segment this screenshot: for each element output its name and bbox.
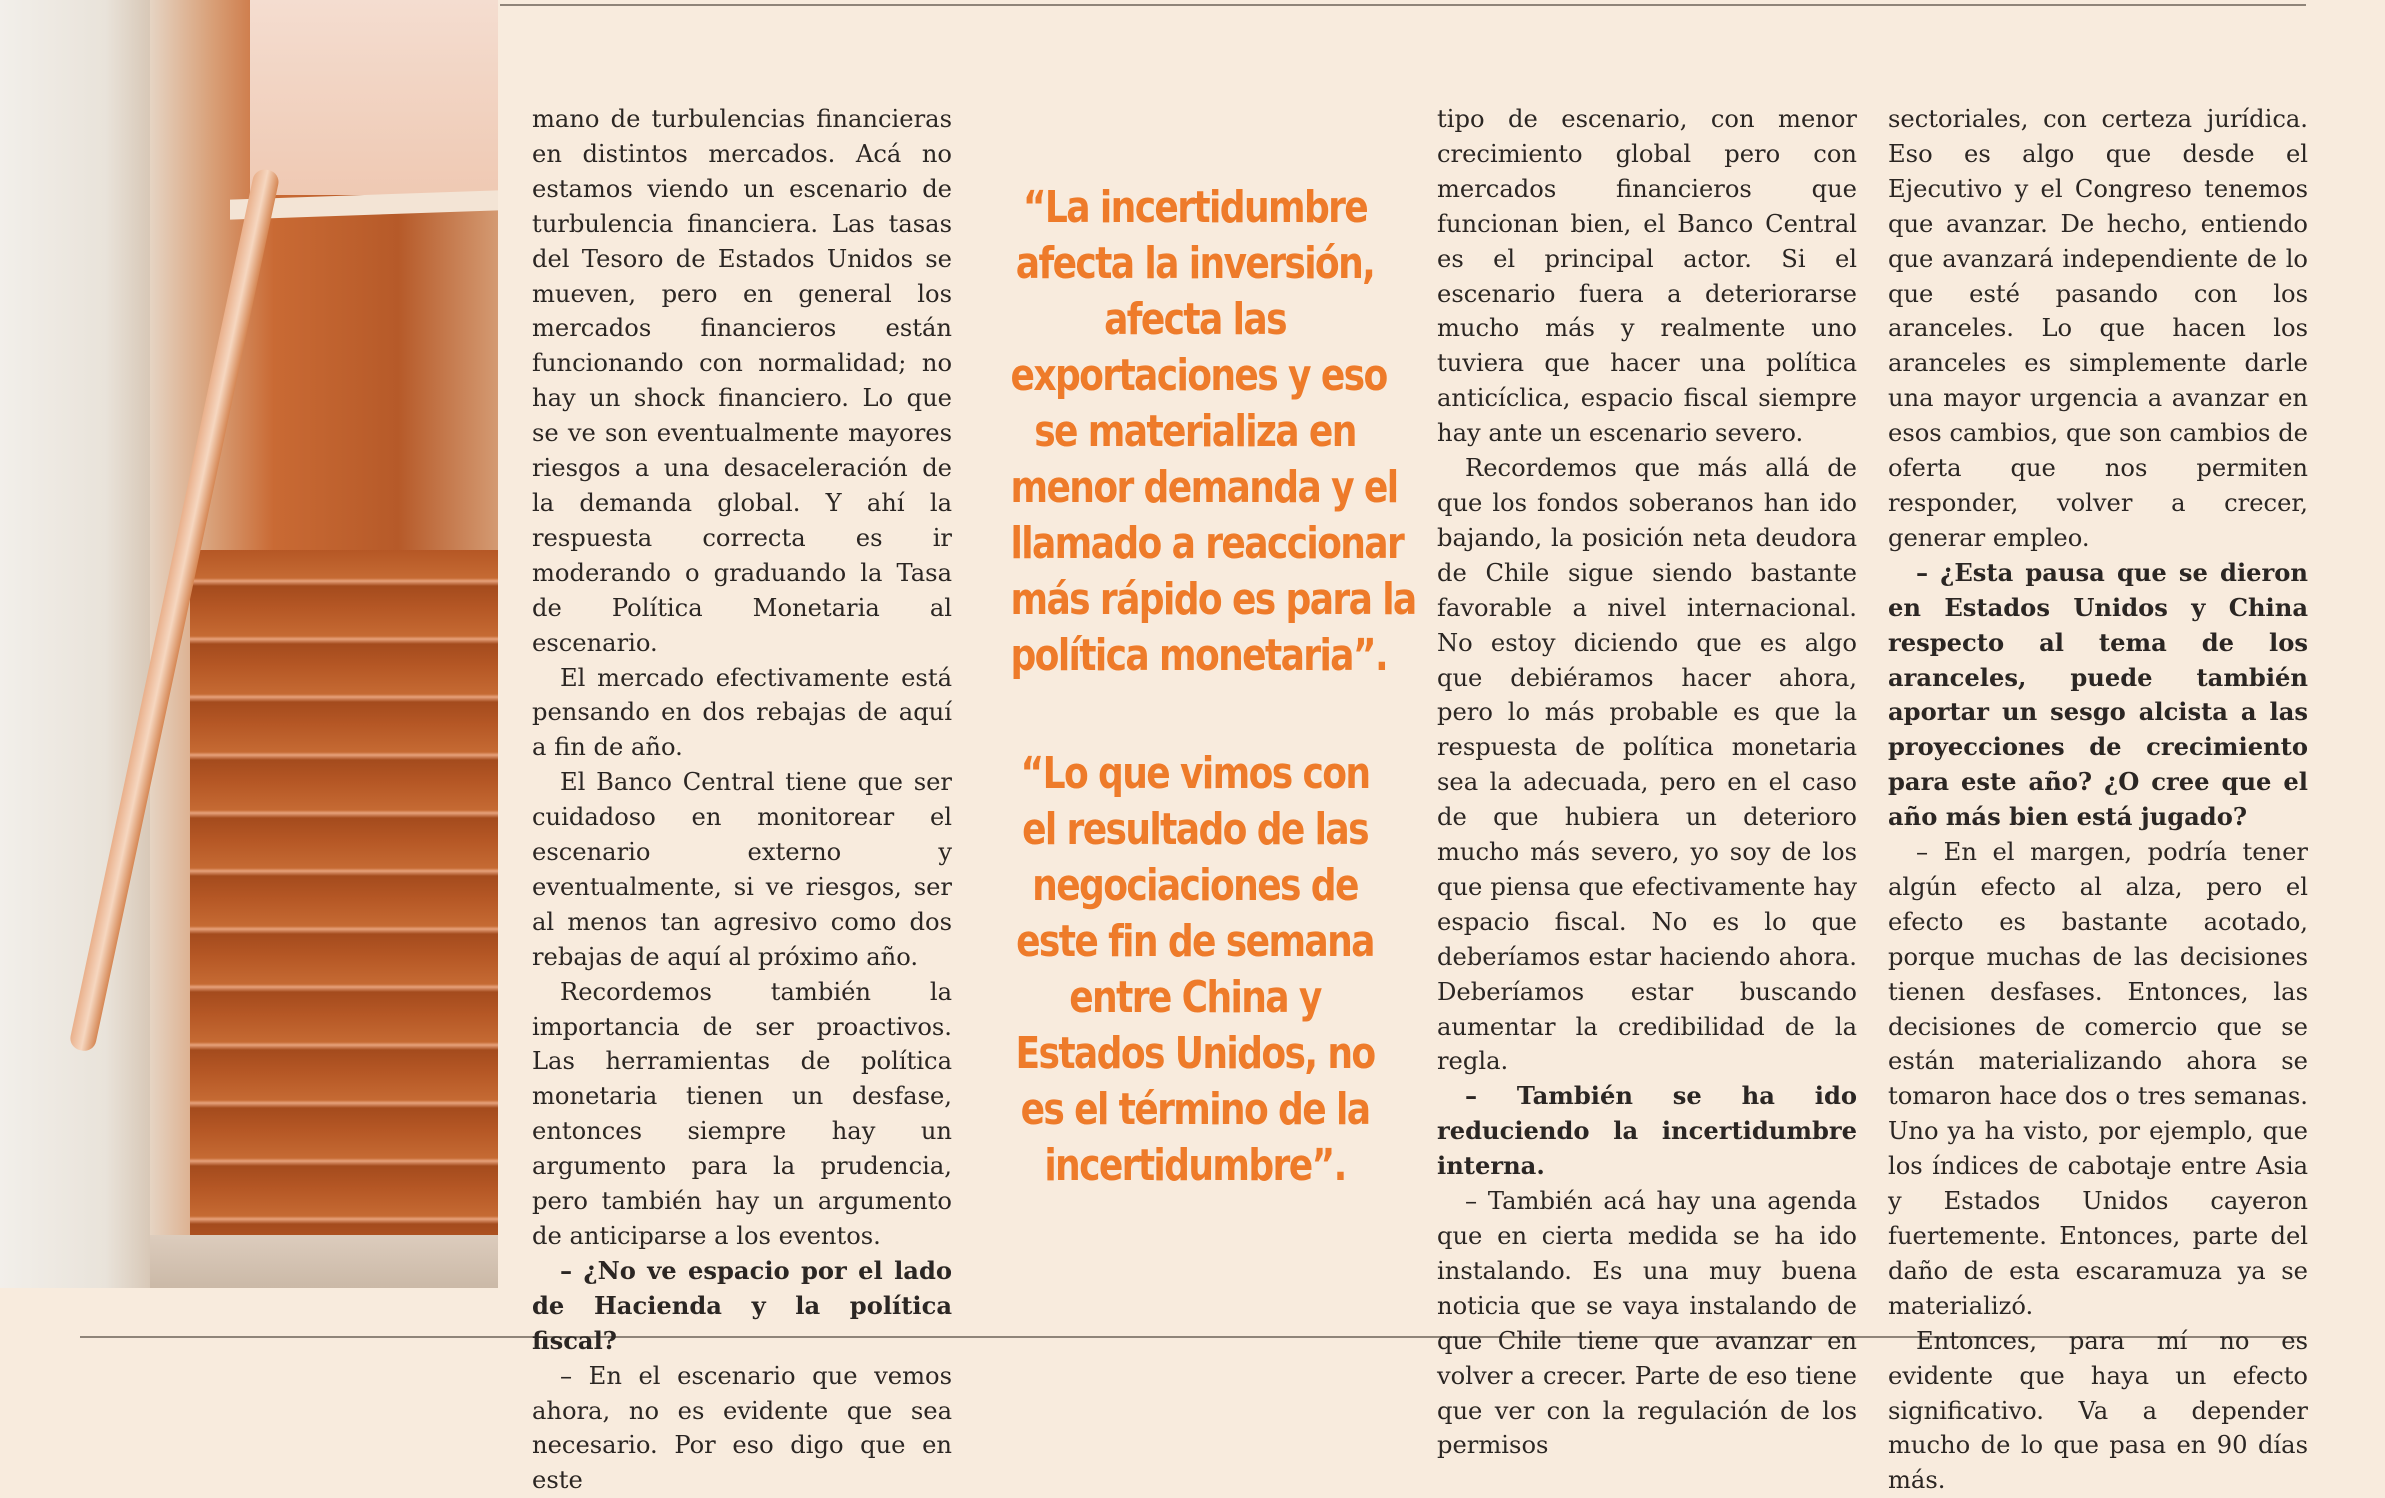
- pull-quote-line: menor demanda y el: [1010, 462, 1398, 513]
- pull-quote: [970, 746, 1420, 1194]
- pull-quote-line: “La incertidumbre: [1022, 182, 1368, 233]
- article-paragraph: Recordemos que más allá de que los fondos soberanos han ido bajando, la posición neta deudora de Chile sigue siendo bastante favorable a nivel internacional. No estoy diciendo que es algo que debiéramos hacer ahora, pero lo más probable es que la respuesta de política monetaria sea la adecuada, pero en el caso de que hubiera un deterioro mucho más severo, yo soy de los que piensa que efectivamente hay espacio fiscal. No es lo que deberíamos estar haciendo ahora. Deberíamos estar buscando aumentar la credibilidad de la regla.: [1437, 454, 1857, 1076]
- article-paragraph: – En el escenario que vemos ahora, no es evidente que sea necesario. Por eso digo que en este: [532, 1361, 952, 1495]
- pull-quote-line: afecta las: [1104, 294, 1286, 345]
- pull-quote-line: Estados Unidos, no: [1015, 1028, 1375, 1079]
- interview-question: – También se ha ido reduciendo la incertidumbre interna.: [1437, 1081, 1857, 1181]
- pull-quote-line: más rápido es para la: [1010, 574, 1416, 625]
- pull-quote-line: incertidumbre”.: [1044, 1140, 1346, 1191]
- staircase-photo: [0, 0, 498, 1288]
- photo-floor: [150, 1235, 498, 1288]
- article-paragraph: El mercado efectivamente está pensando en dos rebajas de aquí a fin de año.: [532, 663, 952, 762]
- pull-quote-line: llamado a reaccionar: [1010, 518, 1404, 569]
- article-paragraph: – También acá hay una agenda que en cierta medida se ha ido instalando. Es una muy buena noticia que se vaya instalando de que Chile tiene que avanzar en volver a crecer. Parte de eso tiene que ver con la regulación de los permisos: [1437, 1187, 1857, 1460]
- article-paragraph: mano de turbulencias financieras en distintos mercados. Acá no estamos viendo un escenario de turbulencia financiera. Las tasas del Tesoro de Estados Unidos se mueven, pero en general los mercados financieros están funcionando con normalidad; no hay un shock financiero. Lo que se ve son eventualmente mayores riesgos a una desaceleración de la demanda global. Y ahí la respuesta correcta es ir moderando o graduando la Tasa de Política Monetaria al escenario.: [532, 105, 952, 657]
- pull-quote-line: es el término de la: [1020, 1084, 1370, 1135]
- photo-upper-wall: [250, 0, 498, 195]
- pull-quote-line: negociaciones de: [1032, 860, 1358, 911]
- article-column-2: [1437, 102, 1857, 1463]
- article-column-1: [532, 102, 952, 1498]
- pull-quote-line: se materializa en: [1034, 406, 1356, 457]
- interview-question: – ¿No ve espacio por el lado de Hacienda y la política fiscal?: [532, 1255, 952, 1355]
- article-paragraph: sectoriales, con certeza jurídica. Eso es algo que desde el Ejecutivo y el Congreso tenemos que avanzar. De hecho, entiendo que avanzará independiente de lo que esté pasando con los aranceles. Lo que hacen los aranceles es simplemente darle una mayor urgencia a avanzar en esos cambios, que son cambios de oferta que nos permiten responder, volver a crecer, generar empleo.: [1888, 105, 2308, 552]
- article-paragraph: – En el margen, podría tener algún efecto al alza, pero el efecto es bastante acotado, porque muchas de las decisiones tienen desfases. Entonces, las decisiones de comercio que se están materializando ahora se tomaron hace dos o tres semanas. Uno ya ha visto, por ejemplo, que los índices de cabotaje entre Asia y Estados Unidos cayeron fuertemente. Entonces, parte del daño de esta escaramuza ya se materializó.: [1888, 838, 2308, 1320]
- pull-quote-line: el resultado de las: [1022, 804, 1368, 855]
- pull-quote-line: entre China y: [1069, 972, 1321, 1023]
- article-paragraph: Recordemos también la importancia de ser proactivos. Las herramientas de política monetaria tienen un desfase, entonces siempre hay un argumento para la prudencia, pero también hay un argumento de anticiparse a los eventos.: [532, 977, 952, 1250]
- pull-quote-line: “Lo que vimos con: [1020, 748, 1370, 799]
- top-rule: [500, 4, 2306, 6]
- photo-stair-steps: [190, 550, 498, 1270]
- photo-wall: [0, 0, 150, 1288]
- article-paragraph: tipo de escenario, con menor crecimiento global pero con mercados financieros que funcionan bien, el Banco Central es el principal actor. Si el escenario fuera a deteriorarse mucho más y realmente uno tuviera que hacer una política anticíclica, espacio fiscal siempre hay ante un escenario severo.: [1437, 105, 1857, 448]
- pull-quote-line: exportaciones y eso: [1010, 350, 1387, 401]
- pull-quote: [970, 180, 1420, 684]
- pull-quote-line: este fin de semana: [1016, 916, 1374, 967]
- article-paragraph: El Banco Central tiene que ser cuidadoso en monitorear el escenario externo y eventualmente, si ve riesgos, ser al menos tan agresivo como dos rebajas de aquí al próximo año.: [532, 768, 952, 971]
- article-column-3: [1888, 102, 2308, 1498]
- interview-question: – ¿Esta pausa que se dieron en Estados Unidos y China respecto al tema de los aranceles, puede también aportar un sesgo alcista a las proyecciones de crecimiento para este año? ¿O cree que el año más bien está jugado?: [1888, 557, 2308, 832]
- article-paragraph: Entonces, para mí no es evidente que haya un efecto significativo. Va a depender mucho de lo que pasa en 90 días más.: [1888, 1326, 2308, 1495]
- pull-quote-line: política monetaria”.: [1010, 630, 1388, 681]
- pull-quote-line: afecta la inversión,: [1015, 238, 1375, 289]
- pull-quotes: [970, 180, 1420, 1194]
